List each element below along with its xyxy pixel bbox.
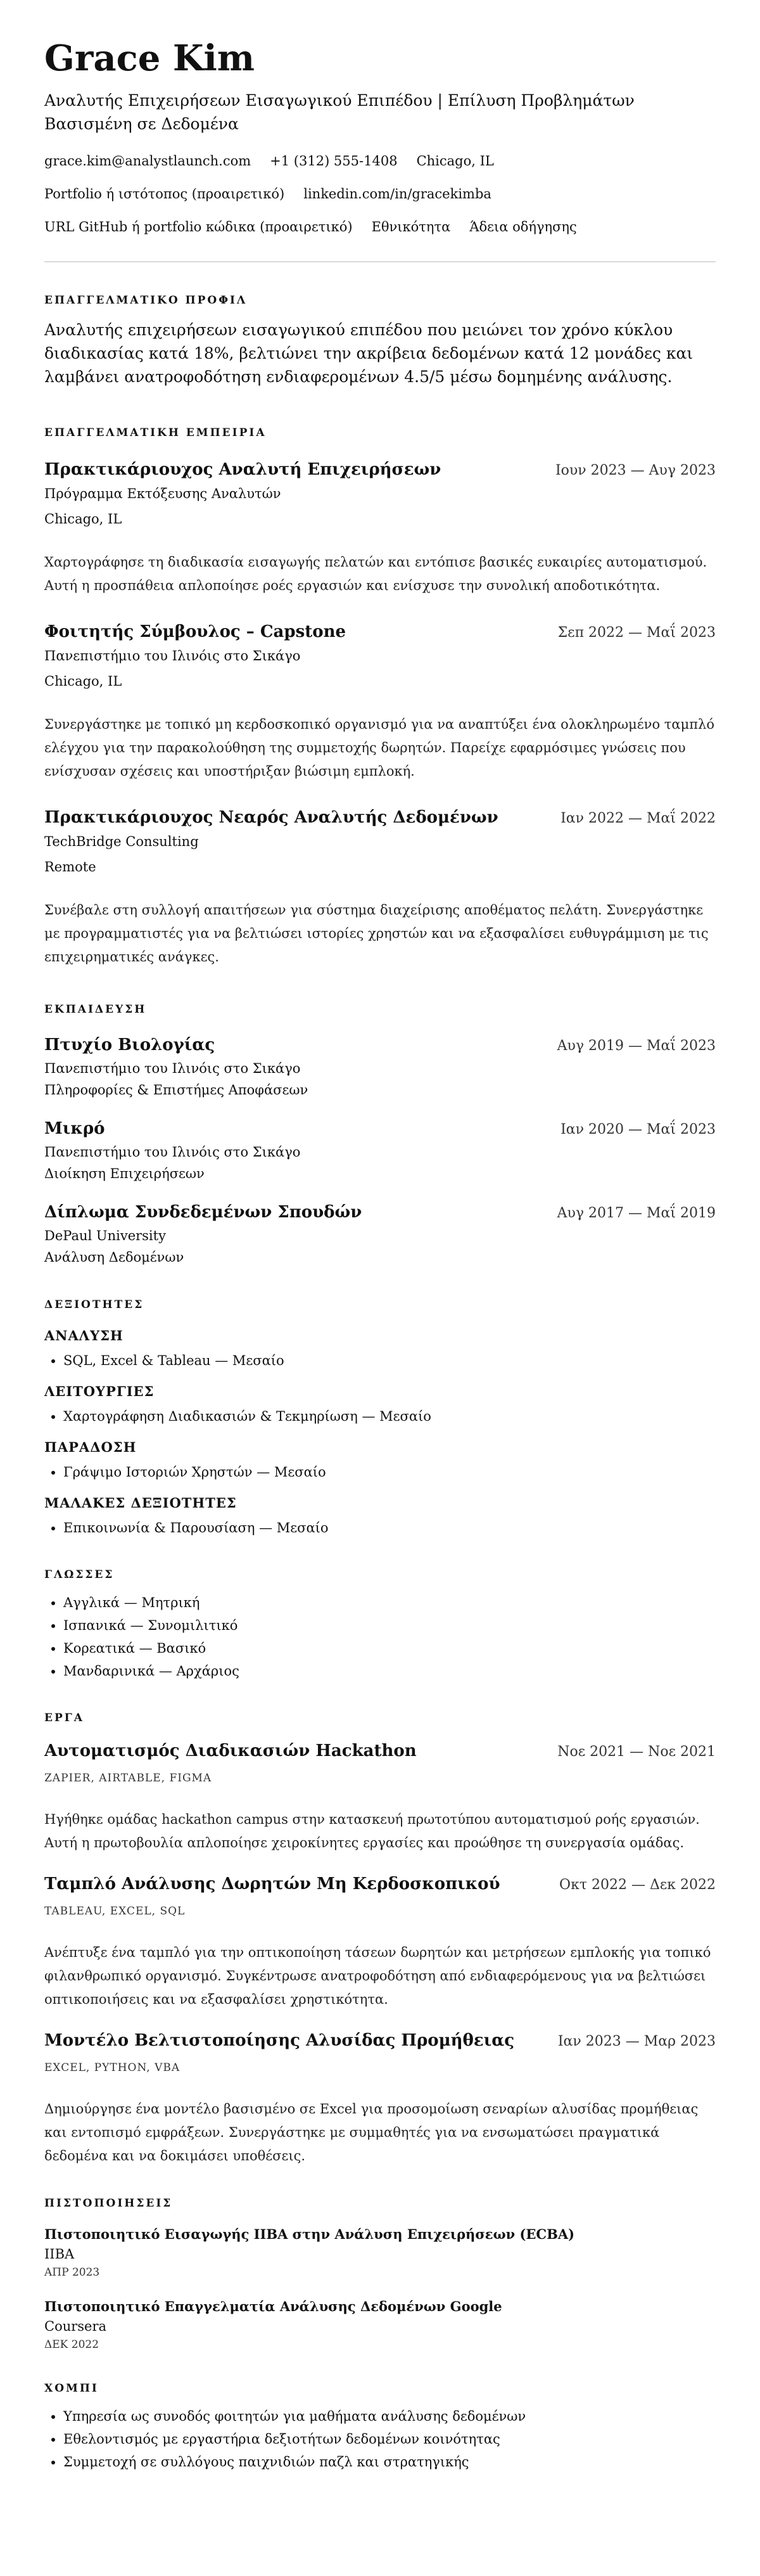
language-item: • Κορεατικά — Βασικό: [63, 1637, 716, 1660]
certifications-section: [44, 2196, 716, 2353]
job-organization: Πανεπιστήμιο του Ιλινόις στο Σικάγο: [44, 648, 301, 663]
project-name: Ταμπλό Ανάλυσης Δωρητών Μη Κερδοσκοπικού: [44, 1874, 500, 1894]
job-dates: Ιουν 2023 — Αυγ 2023: [555, 463, 716, 478]
job-description: Συνέβαλε στη συλλογή απαιτήσεων για σύστημα διαχείρισης αποθέματος πελάτη. Συνεργάστηκε με προγραμματιστές για να βελτιώσει ιστορίες χρηστών και να εξασφαλίσει ευθυγράμμιση με τις επιχειρηματικές ανάγκες.: [44, 902, 709, 964]
project-description: Ηγήθηκε ομάδας hackathon campus στην κατασκευή πρωτοτύπου αυτοματισμού ροής εργασιών. Αυτή η πρωτοβουλία απλοποίησε χειροκίνητες εργασίες και προώθησε τη συνεργασία ομάδας.: [44, 1812, 700, 1850]
contact-row-primary: [44, 152, 716, 170]
profile-title: ΕΠΑΓΓΕΛΜΑΤΙΚΟ ΠΡΟΦΙΛ: [44, 294, 248, 307]
job-location: Chicago, IL: [44, 511, 122, 527]
job-title: Φοιτητής Σύμβουλος – Capstone: [44, 622, 346, 641]
field-of-study: Διοίκηση Επιχειρήσεων: [44, 1166, 205, 1181]
languages-title: ΓΛΩΣΣΕΣ: [44, 1568, 115, 1581]
school-name: Πανεπιστήμιο του Ιλινόις στο Σικάγο: [44, 1061, 301, 1076]
education-dates: Αυγ 2017 — Μαΐ 2019: [557, 1205, 716, 1221]
education-dates: Αυγ 2019 — Μαΐ 2023: [557, 1038, 716, 1054]
field-of-study: Ανάλυση Δεδομένων: [44, 1250, 184, 1265]
language-item: • Ισπανικά — Συνομιλιτικό: [63, 1614, 716, 1637]
language-item: • Αγγλικά — Μητρική: [63, 1591, 716, 1614]
phone-number[interactable]: +1 (312) 555-1408: [270, 153, 398, 169]
project-item: [44, 1740, 716, 1855]
certification-date: ΔΕΚ 2022: [44, 2338, 99, 2351]
skill-category: ΑΝΑΛΥΣΗ: [44, 1328, 124, 1343]
certification-issuer: IIBA: [44, 2246, 75, 2262]
field-of-study: Πληροφορίες & Επιστήμες Αποφάσεων: [44, 1082, 308, 1098]
certification-name: Πιστοποιητικό Επαγγελματία Ανάλυσης Δεδομένων Google: [44, 2298, 502, 2314]
hobby-item: • Συμμετοχή σε συλλόγους παιχνιδιών παζλ και στρατηγικής: [63, 2451, 716, 2473]
education-item: [44, 1201, 716, 1268]
location: Chicago, IL: [416, 153, 494, 169]
skills-section: [44, 1297, 716, 1539]
experience-item: [44, 806, 716, 969]
skills-title: ΔΕΞΙΟΤΗΤΕΣ: [44, 1298, 144, 1311]
job-dates: Σεπ 2022 — Μαΐ 2023: [557, 625, 716, 641]
job-title: Πρακτικάριουχος Αναλυτή Επιχειρήσεων: [44, 460, 441, 479]
skill-group: [44, 1326, 716, 1372]
profile-summary: Αναλυτής επιχειρήσεων εισαγωγικού επιπέδου που μειώνει τον χρόνο κύκλου διαδικασίας κατά 18%, βελτιώνει την ακρίβεια δεδομένων κατά 12 μονάδες και λαμβάνει ανατροφοδότηση ενδιαφερομένων 4.5/5 μέσω δομημένης ανάλυσης.: [44, 321, 694, 386]
job-description: Χαρτογράφησε τη διαδικασία εισαγωγής πελατών και εντόπισε βασικές ευκαιρίες αυτοματισμού. Αυτή η προσπάθεια απλοποίησε ροές εργασιών και ενίσχυσε την συνολική αποδοτικότητα.: [44, 554, 707, 593]
portfolio-link[interactable]: Portfolio ή ιστότοπος (προαιρετικό): [44, 186, 285, 202]
degree-title: Πτυχίο Βιολογίας: [44, 1035, 215, 1054]
education-dates: Ιαν 2020 — Μαΐ 2023: [560, 1122, 716, 1137]
nationality: Εθνικότητα: [371, 219, 451, 234]
project-item: [44, 1873, 716, 2011]
skill-category: ΛΕΙΤΟΥΡΓΙΕΣ: [44, 1383, 155, 1399]
skill-group: [44, 1494, 716, 1539]
education-item: [44, 1117, 716, 1184]
job-description: Συνεργάστηκε με τοπικό μη κερδοσκοπικό οργανισμό για να αναπτύξει ένα ολοκληρωμένο ταμπλό ελέγχου για την παρακολούθηση της συμμετοχής δωρητών. Παρείχε εφαρμόσιμες γνώσεις που ενίσχυσαν σχέσεις και υποστήριξαν βιώσιμη εμπλοκή.: [44, 717, 714, 779]
job-location: Chicago, IL: [44, 674, 122, 689]
experience-section: [44, 425, 716, 969]
degree-title: Μικρό: [44, 1119, 105, 1138]
email-link[interactable]: grace.kim@analystlaunch.com: [44, 153, 251, 169]
job-title: Πρακτικάριουχος Νεαρός Αναλυτής Δεδομένων: [44, 808, 498, 827]
project-item: [44, 2029, 716, 2168]
projects-section: [44, 1710, 716, 2168]
certifications-title: ΠΙΣΤΟΠΟΙΗΣΕΙΣ: [44, 2197, 173, 2210]
hobbies-title: ΧΟΜΠΙ: [44, 2382, 99, 2395]
project-dates: Ιαν 2023 — Μαρ 2023: [557, 2034, 716, 2049]
project-tech: EXCEL, PYTHON, VBA: [44, 2061, 180, 2074]
contact-row-extra: [44, 218, 716, 236]
degree-title: Δίπλωμα Συνδεδεμένων Σπουδών: [44, 1203, 362, 1222]
education-section: [44, 1002, 716, 1268]
job-location: Remote: [44, 859, 96, 875]
project-name: Αυτοματισμός Διαδικασιών Hackathon: [44, 1741, 417, 1760]
language-item: • Μανδαρινικά — Αρχάριος: [63, 1660, 716, 1682]
skill-category: ΠΑΡΑΔΟΣΗ: [44, 1439, 137, 1455]
experience-item: [44, 620, 716, 783]
profile-section: [44, 293, 716, 388]
education-title: ΕΚΠΑΙΔΕΥΣΗ: [44, 1003, 147, 1016]
school-name: DePaul University: [44, 1228, 166, 1243]
project-dates: Οκτ 2022 — Δεκ 2022: [559, 1877, 716, 1893]
certification-name: Πιστοποιητικό Εισαγωγής IIBA στην Ανάλυση Επιχειρήσεων (ECBA): [44, 2226, 575, 2242]
skill-item: • Χαρτογράφηση Διαδικασιών & Τεκμηρίωση — Μεσαίο: [63, 1405, 716, 1428]
header-divider: [44, 261, 716, 262]
job-organization: Πρόγραμμα Εκτόξευσης Αναλυτών: [44, 486, 281, 501]
skill-item: • SQL, Excel & Tableau — Μεσαίο: [63, 1349, 716, 1372]
driving-license: Άδεια οδήγησης: [469, 219, 577, 234]
school-name: Πανεπιστήμιο του Ιλινόις στο Σικάγο: [44, 1144, 301, 1160]
hobbies-section: [44, 2381, 716, 2473]
languages-section: [44, 1567, 716, 1682]
project-name: Μοντέλο Βελτιστοποίησης Αλυσίδας Προμήθειας: [44, 2031, 515, 2050]
contact-row-links: [44, 185, 716, 203]
candidate-name: Grace Kim: [44, 37, 255, 79]
certification-date: ΑΠΡ 2023: [44, 2266, 100, 2279]
project-tech: TABLEAU, EXCEL, SQL: [44, 1905, 186, 1918]
hobby-item: • Υπηρεσία ως συνοδός φοιτητών για μαθήματα ανάλυσης δεδομένων: [63, 2405, 716, 2428]
experience-item: [44, 458, 716, 598]
certification-item: [44, 2297, 716, 2353]
skill-category: ΜΑΛΑΚΕΣ ΔΕΞΙΟΤΗΤΕΣ: [44, 1495, 237, 1511]
skill-group: [44, 1382, 716, 1428]
certification-issuer: Coursera: [44, 2319, 107, 2334]
experience-title: ΕΠΑΓΓΕΛΜΑΤΙΚΗ ΕΜΠΕΙΡΙΑ: [44, 426, 267, 439]
project-description: Δημιούργησε ένα μοντέλο βασισμένο σε Excel για προσομοίωση σεναρίων αλυσίδας προμήθειας και εντοπισμό εμφράξεων. Συνεργάστηκε με συμμαθητές για να ενσωματώσει πραγματικά δεδομένα και να δοκιμάσει υποθέσεις.: [44, 2101, 699, 2163]
skill-group: [44, 1438, 716, 1483]
job-dates: Ιαν 2022 — Μαΐ 2022: [560, 811, 716, 826]
job-organization: TechBridge Consulting: [44, 834, 199, 849]
skill-item: • Γράψιμο Ιστοριών Χρηστών — Μεσαίο: [63, 1461, 716, 1483]
project-dates: Νοε 2021 — Νοε 2021: [557, 1744, 716, 1760]
projects-title: ΕΡΓΑ: [44, 1712, 84, 1724]
skill-item: • Επικοινωνία & Παρουσίαση — Μεσαίο: [63, 1516, 716, 1539]
hobby-item: • Εθελοντισμός με εργαστήρια δεξιοτήτων δεδομένων κοινότητας: [63, 2428, 716, 2451]
headline: Αναλυτής Επιχειρήσεων Εισαγωγικού Επιπέδου | Επίλυση Προβλημάτων Βασισμένη σε Δεδομένα: [44, 91, 635, 133]
linkedin-link[interactable]: linkedin.com/in/gracekimba: [303, 186, 491, 202]
github-link[interactable]: URL GitHub ή portfolio κώδικα (προαιρετικό): [44, 219, 353, 234]
project-description: Ανέπτυξε ένα ταμπλό για την οπτικοποίηση τάσεων δωρητών και μετρήσεων εμπλοκής για τοπικό φιλανθρωπικό οργανισμό. Συγκέντρωσε ανατροφοδότηση από ενδιαφερόμενους για να βελτιώσει οπτικοποιήσεις και να εξασφαλίσει χρηστικότητα.: [44, 1945, 711, 2007]
certification-item: [44, 2225, 716, 2281]
project-tech: ZAPIER, AIRTABLE, FIGMA: [44, 1772, 212, 1785]
education-item: [44, 1034, 716, 1101]
